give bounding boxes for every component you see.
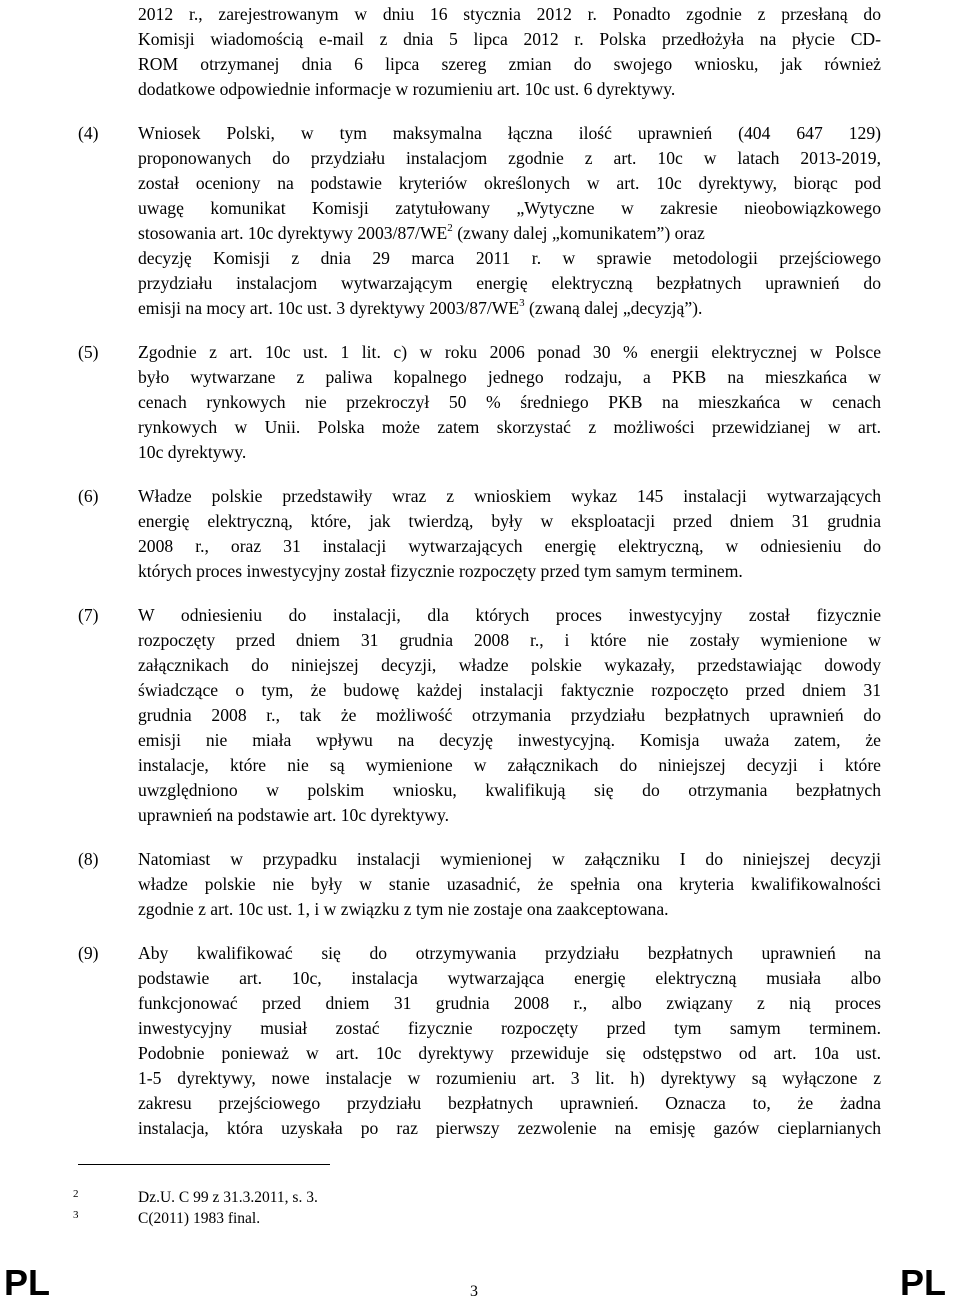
paragraph-number: (6) [78, 486, 99, 506]
text-line: cenach rynkowych nie przekroczył 50 % średniego PKB na mieszkańca w cenach [138, 392, 881, 412]
text-segment: (zwany dalej „komunikatem”) oraz [452, 223, 705, 243]
paragraph-number: (7) [78, 605, 99, 625]
text-line: rynkowych w Unii. Polska może zatem skorzystać z możliwości przewidzianej w art. [138, 417, 881, 437]
text-line: podstawie art. 10c, instalacja wytwarzająca energię elektryczną musiała albo [138, 968, 881, 988]
text-segment: emisji na mocy art. 10c ust. 3 dyrektywy 2003/87/WE [138, 298, 520, 318]
text-line: Komisji wiadomością e-mail z dnia 5 lipca 2012 r. Polska przedłożyła na płycie CD- [138, 29, 881, 49]
text-line: W odniesieniu do instalacji, dla których proces inwestycyjny został fizycznie [138, 605, 881, 625]
footnote-ref: 2 [447, 222, 453, 235]
text-line: Aby kwalifikować się do otrzymywania przydziału bezpłatnych uprawnień na [138, 943, 881, 963]
text-line: uwagę komunikat Komisji zatytułowany „Wytyczne w zakresie nieobowiązkowego [138, 198, 881, 218]
text-line: władze polskie nie były w stanie uzasadnić, że spełnia ona kryteria kwalifikowalności [138, 874, 881, 894]
footnote-ref: 3 [519, 297, 525, 310]
text-line: zakresu przejściowego przydziału bezpłatnych uprawnień. Oznacza to, że żadna [138, 1093, 881, 1113]
footnote-number: 3 [73, 1209, 79, 1221]
text-line: 1-5 dyrektywy, nowe instalacje w rozumieniu art. 3 lit. h) dyrektywy są wyłączone z [138, 1068, 881, 1088]
text-line: rozpoczęty przed dniem 31 grudnia 2008 r., i które nie zostały wymienione w [138, 630, 881, 650]
text-line [138, 296, 881, 321]
text-line: inwestycyjny musiał zostać fizycznie rozpoczęty przed tym samym terminem. [138, 1018, 881, 1038]
text-line: instalacje, które nie są wymienione w załącznikach do niniejszej decyzji i które [138, 755, 881, 775]
text-line: instalacja, która uzyskała po raz pierwszy zezwolenie na emisję gazów cieplarnianych [138, 1118, 881, 1138]
text-line: uprawnień na podstawie art. 10c dyrektywy. [138, 805, 450, 825]
text-line: dodatkowe odpowiednie informacje w rozumieniu art. 10c ust. 6 dyrektywy. [138, 79, 676, 99]
text-line: proponowanych do przydziału instalacjom zgodnie z art. 10c w latach 2013-2019, [138, 148, 881, 168]
footnote-text: Dz.U. C 99 z 31.3.2011, s. 3. [138, 1189, 318, 1206]
text-line: 2012 r., zarejestrowanym w dniu 16 stycznia 2012 r. Ponadto zgodnie z przesłaną do [138, 4, 881, 24]
text-line: Natomiast w przypadku instalacji wymienionej w załączniku I do niniejszej decyzji [138, 849, 881, 869]
text-line: zgodnie z art. 10c ust. 1, i w związku z tym nie zostaje ona zaakceptowana. [138, 899, 669, 919]
text-segment: stosowania art. 10c dyrektywy 2003/87/WE [138, 223, 448, 243]
text-segment: (zwaną dalej „decyzją”). [524, 298, 703, 318]
footnote-text: C(2011) 1983 final. [138, 1210, 261, 1227]
text-line: przydziału instalacjom wytwarzającym energię elektryczną bezpłatnych uprawnień do [138, 273, 881, 293]
text-line: 2008 r., oraz 31 instalacji wytwarzających energię elektryczną, w odniesieniu do [138, 536, 881, 556]
text-line: Władze polskie przedstawiły wraz z wnioskiem wykaz 145 instalacji wytwarzających [138, 486, 881, 506]
text-line: świadczące o tym, że budowę każdej instalacji faktycznie rozpoczęto przed dniem 31 [138, 680, 881, 700]
paragraph-number: (9) [78, 943, 99, 963]
text-line: których proces inwestycyjny został fizycznie rozpoczęty przed tym samym terminem. [138, 561, 743, 581]
text-line: było wytwarzane z paliwa kopalnego jednego rodzaju, a PKB na mieszkańca w [138, 367, 881, 387]
text-line: decyzję Komisji z dnia 29 marca 2011 r. w sprawie metodologii przejściowego [138, 248, 881, 268]
text-line: Podobnie ponieważ w art. 10c dyrektywy przewiduje się odstępstwo od art. 10a ust. [138, 1043, 881, 1063]
paragraph-number: (5) [78, 342, 99, 362]
text-line: funkcjonować przed dniem 31 grudnia 2008 r., albo związany z nią proces [138, 993, 881, 1013]
text-line: energię elektryczną, które, jak twierdzą, były w eksploatacji przed dniem 31 grudnia [138, 511, 881, 531]
footnote-number: 2 [73, 1188, 79, 1200]
text-line: załącznikach do niniejszej decyzji, władze polskie wykazały, przedstawiając dowody [138, 655, 881, 675]
paragraph-number: (4) [78, 123, 99, 143]
text-line: Zgodnie z art. 10c ust. 1 lit. c) w roku 2006 ponad 30 % energii elektrycznej w Polsce [138, 342, 881, 362]
paragraph-number: (8) [78, 849, 99, 869]
text-line: emisji nie miała wpływu na decyzję inwestycyjną. Komisja uważa zatem, że [138, 730, 881, 750]
text-line: ROM otrzymanej dnia 6 lipca szereg zmian do swojego wniosku, jak również [138, 54, 881, 74]
text-line [138, 221, 881, 246]
text-line: uwzględniono w polskim wniosku, kwalifikują się do otrzymania bezpłatnych [138, 780, 881, 800]
text-line: grudnia 2008 r., tak że możliwość otrzymania przydziału bezpłatnych uprawnień do [138, 705, 881, 725]
language-code-right: PL [900, 1262, 947, 1303]
footnote-separator [78, 1164, 330, 1165]
page-number: 3 [470, 1283, 478, 1300]
text-line: 10c dyrektywy. [138, 442, 247, 462]
language-code-left: PL [4, 1262, 51, 1303]
text-line: został oceniony na podstawie kryteriów określonych w art. 10c dyrektywy, biorąc pod [138, 173, 881, 193]
text-line: Wniosek Polski, w tym maksymalna łączna ilość uprawnień (404 647 129) [138, 123, 881, 143]
